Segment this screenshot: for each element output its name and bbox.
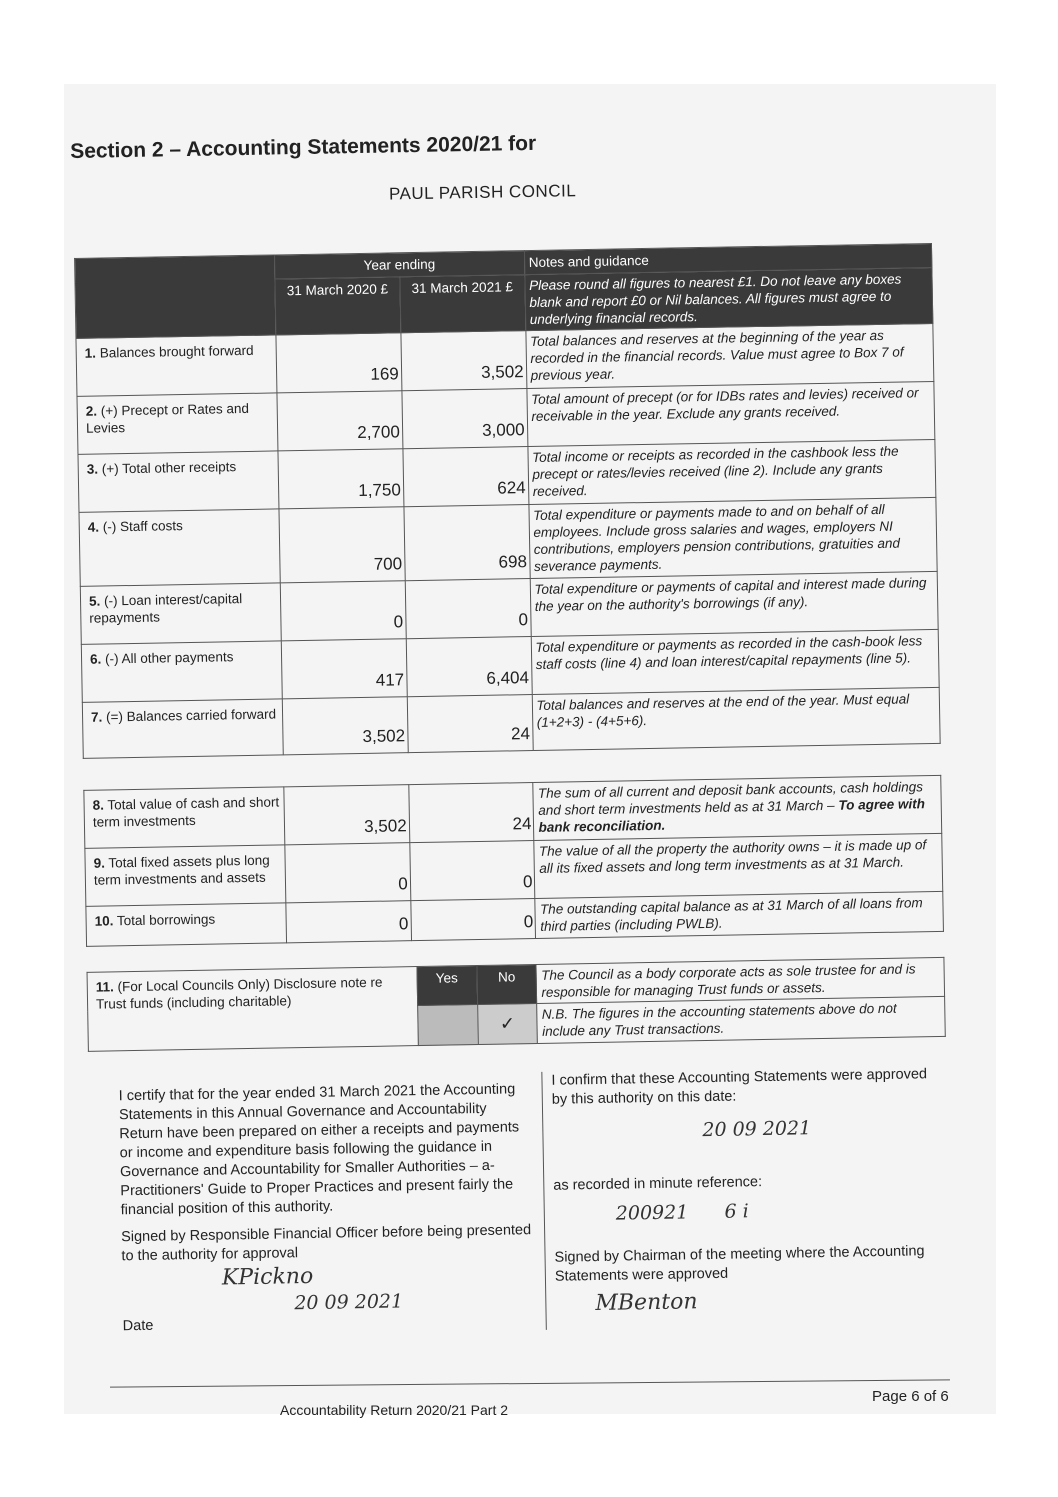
trust-label-cell (87, 967, 418, 1052)
value-2021: 0 (405, 579, 531, 639)
rfo-date: 20 09 2021 (294, 1290, 404, 1315)
value-2020: 0 (280, 581, 406, 641)
assets-table (83, 775, 944, 947)
section-title: Section 2 – Accounting Statements 2020/21 for (70, 131, 537, 163)
value-2021: 6,404 (406, 637, 532, 697)
row-note: Total expenditure or payments as recorded in the cash-book less staff costs (line 4) and loan interest/capital repayments (line 5). (531, 629, 939, 694)
trust-table (87, 957, 946, 1052)
notes-header: Notes and guidance (524, 243, 932, 274)
row-note: Total income or receipts as recorded in the cashbook less the precept or rates/levies received (line 2). Include any grants received. (527, 439, 935, 504)
confirm-text: I confirm that these Accounting Statements were approved by this authority on this date: (551, 1066, 928, 1108)
row-label: (For Local Councils Only) Disclosure note re Trust funds (including charitable) (95, 974, 383, 1012)
certify-text: I certify that for the year ended 31 March 2021 the Accounting Statements in this Annual Governance and Accountability Return have been prepared on either a receipts and payments or income and expenditure basis following the guidance in Governance and Accountability for Smaller Authorities – a-Practitioners' Guide to Proper Practices and present fairly the financial position of this authority. (118, 1081, 520, 1219)
chair-signature: MBenton (595, 1289, 698, 1317)
value-2020: 169 (276, 333, 402, 393)
rfo-signed-label: Signed by Responsible Financial Officer before being presented to the authority for approval (121, 1222, 532, 1265)
row-number: 5. (88, 593, 101, 609)
value-2021: 24 (407, 695, 533, 753)
trust-note-1: The Council as a body corporate acts as sole trustee for and is responsible for managing Trust funds or assets. (536, 957, 944, 1003)
value-2020: 700 (279, 507, 405, 583)
value-2021: 3,502 (401, 331, 527, 391)
col-2021-header: 31 March 2021 £ (400, 275, 526, 333)
approval-date: 20 09 2021 (702, 1117, 812, 1142)
row-note: Total balances and reserves at the beginning of the year as recorded in the financial records. Value must agree to Box 7 of previous year. (525, 323, 933, 388)
footer-title: Accountability Return 2020/21 Part 2 (280, 1402, 509, 1418)
accounting-table (74, 243, 941, 759)
value-2020: 0 (286, 901, 412, 943)
row-number: 6. (89, 651, 102, 667)
page-number: Page 6 of 6 (872, 1388, 949, 1405)
date-label: Date (122, 1317, 154, 1335)
row-label: Total fixed assets plus long term investments and assets (93, 852, 270, 888)
yes-checkbox[interactable] (417, 1005, 478, 1046)
row-label: (+) Total other receipts (101, 459, 237, 477)
minute-label: as recorded in minute reference: (553, 1174, 763, 1194)
row-label: Balances brought forward (99, 342, 254, 361)
value-2021: 3,000 (402, 389, 528, 449)
row-number: 10. (94, 913, 114, 929)
row-note (533, 775, 941, 840)
chair-signed-label: Signed by Chairman of the meeting where the Accounting Statements were approved (554, 1243, 925, 1285)
year-ending-header: Year ending (274, 251, 524, 279)
row-label: (-) Loan interest/capital repayments (89, 591, 243, 626)
note-bold: To agree with bank reconciliation. (538, 796, 926, 835)
guidance-header: Please round all figures to nearest £1. Do not leave any boxes blank and report £0 or Nil balances. All figures must agree to underlying financial records. (524, 267, 932, 330)
value-2021: 0 (410, 898, 536, 940)
value-2020: 1,750 (278, 449, 404, 509)
row-label: (=) Balances carried forward (105, 706, 277, 725)
value-2020: 2,700 (277, 391, 403, 451)
row-note: The outstanding capital balance as at 31 March of all loans from third parties (including PWLB). (535, 891, 943, 938)
row-number: 7. (90, 709, 103, 725)
row-number: 1. (84, 345, 97, 361)
council-name: PAUL PARISH CONCIL (388, 181, 577, 204)
row-label: Total borrowings (116, 911, 216, 929)
value-2020: 417 (281, 639, 407, 699)
value-2021: 624 (403, 447, 529, 507)
note-text: The sum of all current and deposit bank accounts, cash holdings and short term investments held as at 31 March – (537, 779, 924, 818)
value-2021: 698 (404, 505, 530, 581)
yes-header: Yes (417, 966, 478, 1006)
row-number: 8. (92, 797, 105, 813)
col-2020-header: 31 March 2020 £ (275, 277, 401, 335)
row-label: (+) Precept or Rates and Levies (85, 400, 250, 436)
row-note: Total expenditure or payments of capital and interest made during the year on the authority's borrowings (if any). (530, 571, 938, 636)
row-number: 2. (85, 403, 98, 419)
row-number: 4. (87, 519, 100, 535)
value-2020: 3,502 (282, 697, 408, 755)
header-blank (75, 255, 276, 338)
row-label: Total value of cash and short term investments (92, 794, 280, 830)
approval-confirmation (551, 1065, 935, 1317)
row-number: 3. (86, 461, 99, 477)
value-2021: 24 (408, 783, 534, 843)
row-note: Total amount of precept (or for IDBs rates and levies) received or receivable in the year. Exclude any grants received. (526, 381, 934, 446)
minute-reference: 200921 6 i (615, 1200, 749, 1225)
row-note: Total balances and reserves at the end of the year. Must equal (1+2+3) - (4+5+6). (532, 687, 940, 750)
value-2021: 0 (409, 841, 535, 901)
row-label: (-) Staff costs (102, 518, 183, 535)
no-header: No (477, 964, 538, 1004)
no-checkbox[interactable]: ✓ (477, 1003, 538, 1044)
row-number: 11. (95, 979, 114, 995)
value-2020: 3,502 (284, 785, 410, 845)
row-label: (-) All other payments (104, 649, 234, 667)
row-note: Total expenditure or payments made to and on behalf of all employees. Include gross salaries and wages, employers NI contributions, employers pension contributions, gratuities and severance payments. (528, 497, 937, 578)
rfo-signature: KPickno (221, 1263, 314, 1291)
row-number: 9. (93, 855, 106, 871)
trust-note-2: N.B. The figures in the accounting statements above do not include any Trust transactions. (537, 996, 945, 1043)
value-2020: 0 (285, 843, 411, 903)
rfo-certification (119, 1080, 535, 1337)
row-note: The value of all the property the authority owns – it is made up of all its fixed assets and long term investments as at 31 March. (534, 833, 942, 898)
